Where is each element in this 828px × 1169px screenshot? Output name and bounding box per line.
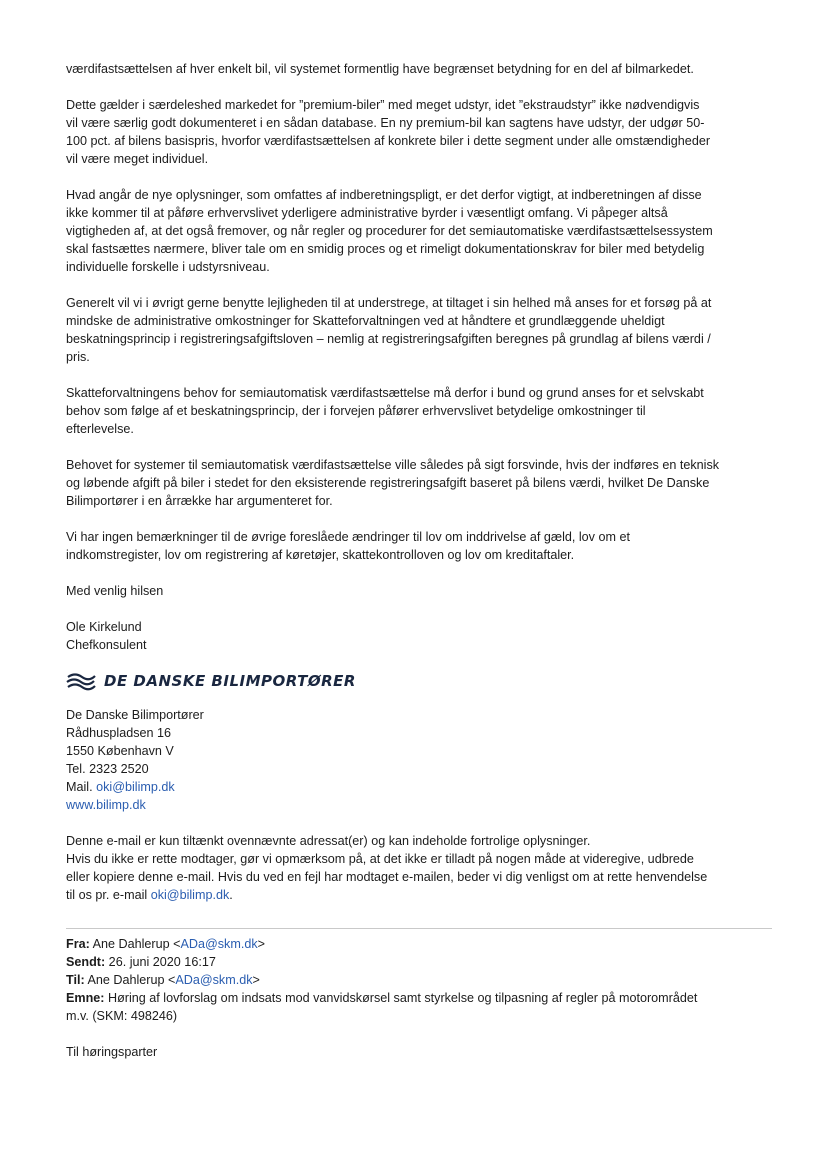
to-name: Ane Dahlerup < bbox=[84, 973, 176, 987]
disclaimer-mail-link[interactable]: oki@bilimp.dk bbox=[150, 888, 230, 902]
text-line: Denne e-mail er kun tiltænkt ovennævnte adressat(er) og kan indeholde fortrolige oplysninger. bbox=[66, 834, 591, 848]
header-from bbox=[66, 935, 776, 953]
text-line: ikke kommer til at påføre erhvervslivet yderligere administrative byrder i væsentligt omfang. Vi påpeger altså bbox=[66, 206, 668, 220]
text-line: vil være særlig godt dokumenteret i en sådan database. En ny premium-bil kan sagtens have udstyr, der udgør 50- bbox=[66, 116, 705, 130]
text-line: Behovet for systemer til semiautomatisk værdifastsættelse ville således på sigt forsvinde, hvis der indføres en teknisk bbox=[66, 458, 720, 472]
text-line: mindske de administrative omkostninger for Skatteforvaltningen ved at håndtere et grundlæggende uheldigt bbox=[66, 314, 665, 328]
text-line: individuelle forskelle i udstyrsniveau. bbox=[66, 260, 270, 274]
paragraph bbox=[66, 528, 776, 564]
company-logo bbox=[66, 668, 776, 694]
address-city: 1550 København V bbox=[66, 744, 174, 758]
sent-label: Sendt: bbox=[66, 955, 106, 969]
from-address-link[interactable]: ADa@skm.dk bbox=[180, 937, 258, 951]
address-org: De Danske Bilimportører bbox=[66, 708, 204, 722]
text-line: eller kopiere denne e-mail. Hvis du ved en fejl har modtaget e-mailen, beder vi dig venligst om at rette henvendelse bbox=[66, 870, 708, 884]
text-line: pris. bbox=[66, 350, 90, 364]
closing-greeting: Med venlig hilsen bbox=[66, 584, 164, 598]
from-name: Ane Dahlerup < bbox=[89, 937, 181, 951]
sent-value: 26. juni 2020 16:17 bbox=[105, 955, 216, 969]
text-line: Dette gælder i særdeleshed markedet for ”premium-biler” med meget udstyr, idet ”ekstraudstyr” ikke nødvendigvis bbox=[66, 98, 700, 112]
subject-label: Emne: bbox=[66, 991, 105, 1005]
text-line: Skatteforvaltningens behov for semiautomatisk værdifastsættelse må derfor i bund og grund anses for et selvskabt bbox=[66, 386, 704, 400]
text-line bbox=[66, 886, 776, 904]
mail-link[interactable]: oki@bilimp.dk bbox=[96, 780, 175, 794]
text-line: skal fastsættes nærmere, bliver tale om en smidig proces og et rimeligt dokumentationskrav for biler med betydelig bbox=[66, 242, 705, 256]
text-line: vigtigheden af, at det også fremover, og når regler og procedurer for det semiautomatiske værdifastsættelsessystem bbox=[66, 224, 713, 238]
letter-page bbox=[66, 60, 776, 1061]
paragraph bbox=[66, 60, 776, 78]
header-sent bbox=[66, 953, 776, 971]
text-line: Vi har ingen bemærkninger til de øvrige foreslåede ændringer til lov om inddrivelse af gæld, lov om et bbox=[66, 530, 630, 544]
subject-value-cont: m.v. (SKM: 498246) bbox=[66, 1009, 178, 1023]
subject-value: Høring af lovforslag om indsats mod vanvidskørsel samt styrkelse og tilpasning af regler på motorområdet bbox=[104, 991, 698, 1005]
from-end: > bbox=[257, 937, 265, 951]
to-address-link[interactable]: ADa@skm.dk bbox=[175, 973, 253, 987]
address-mail-line bbox=[66, 778, 776, 796]
text-line: og løbende afgift på biler i stedet for den eksisterende registreringsafgift baseret på bilens værdi, hvilket De Danske bbox=[66, 476, 710, 490]
from-label: Fra: bbox=[66, 937, 90, 951]
address-phone: Tel. 2323 2520 bbox=[66, 762, 149, 776]
disclaimer bbox=[66, 832, 776, 904]
text-line: beskatningsprincip i registreringsafgiftsloven – nemlig at registreringsafgiften beregnes på grundlag af bilens værdi / bbox=[66, 332, 711, 346]
text-line: efterlevelse. bbox=[66, 422, 134, 436]
forwarded-email-header bbox=[66, 935, 776, 1025]
text-line: 100 pct. af bilens basispris, hvorfor værdifastsættelsen af konkrete biler i dette segment under alle omstændigheder bbox=[66, 134, 711, 148]
disclaimer-end: . bbox=[229, 888, 233, 902]
letter-body bbox=[66, 60, 776, 564]
header-separator bbox=[66, 928, 772, 929]
paragraph bbox=[66, 294, 776, 366]
disclaimer-text: til os pr. e-mail bbox=[66, 888, 151, 902]
to-end: > bbox=[252, 973, 260, 987]
text-line: værdifastsættelsen af hver enkelt bil, vil systemet formentlig have begrænset betydning for en del af bilmarkedet. bbox=[66, 62, 694, 76]
website-link[interactable]: www.bilimp.dk bbox=[66, 798, 146, 812]
paragraph bbox=[66, 384, 776, 438]
paragraph bbox=[66, 186, 776, 276]
text-line: behov som følge af et beskatningsprincip, der i forvejen påfører erhvervslivet betydelige omkostninger til bbox=[66, 404, 646, 418]
company-address bbox=[66, 706, 776, 814]
logo-text: DE DANSKE BILIMPORTØRER bbox=[104, 672, 356, 690]
to-label: Til: bbox=[66, 973, 85, 987]
signer-title: Chefkonsulent bbox=[66, 638, 147, 652]
paragraph bbox=[66, 96, 776, 168]
address-street: Rådhuspladsen 16 bbox=[66, 726, 172, 740]
signer-name: Ole Kirkelund bbox=[66, 620, 142, 634]
text-line: indkomstregister, lov om registrering af køretøjer, skattekontrolloven og lov om kreditaftaler. bbox=[66, 548, 575, 562]
text-line: vil være meget individuel. bbox=[66, 152, 209, 166]
header-to bbox=[66, 971, 776, 989]
text-line: Bilimportører i en årrække har argumenteret for. bbox=[66, 494, 333, 508]
logo-waves-icon bbox=[66, 671, 96, 691]
text-line: Hvis du ikke er rette modtager, gør vi opmærksom på, at det ikke er tilladt på nogen måde at videregive, udbrede bbox=[66, 852, 694, 866]
greeting: Til høringsparter bbox=[66, 1045, 158, 1059]
paragraph bbox=[66, 456, 776, 510]
text-line: Generelt vil vi i øvrigt gerne benytte lejligheden til at understrege, at tiltaget i sin helhed må anses for et forsøg på at bbox=[66, 296, 712, 310]
header-subject bbox=[66, 989, 776, 1007]
signature-block bbox=[66, 582, 776, 654]
mail-label: Mail. bbox=[66, 780, 97, 794]
text-line: Hvad angår de nye oplysninger, som omfattes af indberetningspligt, er det derfor vigtigt, at indberetningen af disse bbox=[66, 188, 702, 202]
